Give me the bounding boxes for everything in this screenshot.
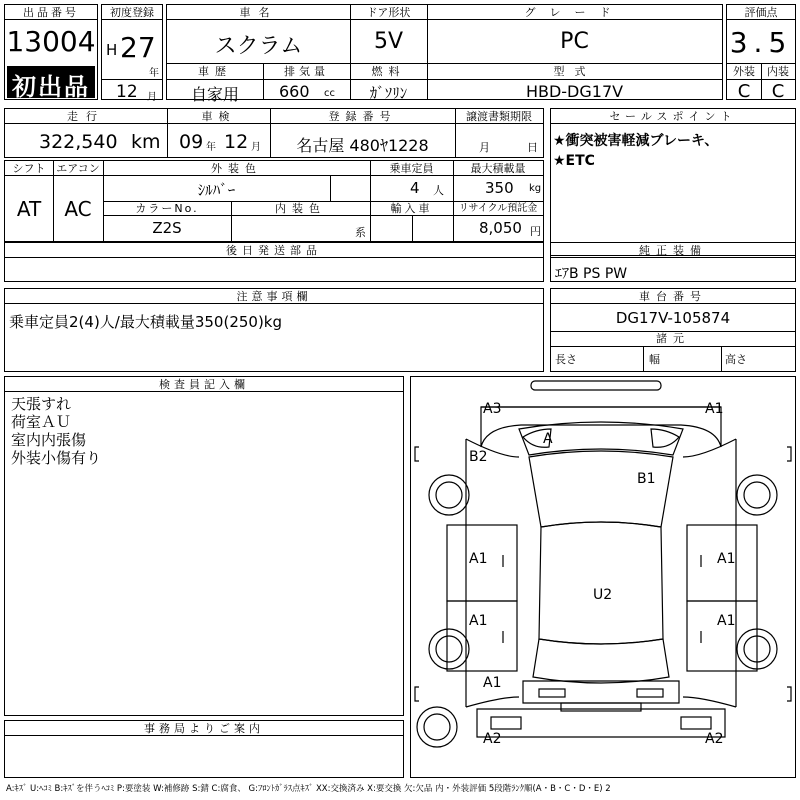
sales-points: ★衝突被害軽減ブレーキ、 ★ETC <box>553 133 719 169</box>
transfer-day-unit: 日 <box>527 141 538 154</box>
import-label: 輸入車 <box>390 202 433 215</box>
capacity: 4 <box>410 179 420 197</box>
length-label: 長さ <box>555 353 577 366</box>
car-history: 自家用 <box>190 85 239 104</box>
exterior-grade: C <box>737 81 751 102</box>
mark-a-windshield: A <box>543 431 553 447</box>
mark-a1-left-front-door: A1 <box>469 551 488 567</box>
rating-score: 3.5 <box>729 26 793 59</box>
rating-box <box>726 4 796 100</box>
recycle-label: リサイクル預託金 <box>458 203 538 214</box>
height-label: 高さ <box>725 353 747 366</box>
first-listing-text: 初出品 <box>12 73 90 101</box>
first-registration-label: 初度登録 <box>110 6 154 19</box>
max-load-label: 最大積載量 <box>470 162 526 175</box>
interior-color-unit: 系 <box>355 226 366 239</box>
sales-point-label: セールスポイント <box>609 110 737 123</box>
transfer-deadline-label: 譲渡書類期限 <box>466 110 532 123</box>
displacement-label: 排気量 <box>284 65 329 78</box>
grade: PC <box>560 29 589 54</box>
legend: A:ｷｽﾞ U:ﾍｺﾐ B:ｷｽﾞを伴うﾍｺﾐ P:要塗装 W:補修跡 S:錆 C:腐食、 G:ﾌﾛﾝﾄｶﾞﾗｽ点ｷｽﾞ XX:交換済み X:要交換 欠:欠品 内・外装評価 5段階ﾗﾝｸ順(A・B・C・D・E) 2 <box>6 784 611 794</box>
mark-a1-right-rear-door: A1 <box>717 613 736 629</box>
notes-text: 乗車定員2(4)人/最大積載量350(250)kg <box>9 313 283 331</box>
sales-point-box <box>550 108 796 256</box>
vehicle-outline <box>411 377 795 777</box>
mark-a1-left-rear-door: A1 <box>469 613 488 629</box>
inspector-box <box>4 376 404 716</box>
mileage-unit: km <box>131 131 161 153</box>
interior-grade: C <box>771 81 785 102</box>
inspector-notes: 天張すれ 荷室ＡＵ 室内内張傷 外装小傷有り <box>11 395 102 467</box>
recycle-deposit: 8,050 <box>479 219 522 237</box>
lot-number-label: 出品番号 <box>23 6 79 19</box>
door-type: 5V <box>373 29 404 54</box>
transfer-month-unit: 月 <box>479 141 490 154</box>
model-code: HBD-DG17V <box>525 82 624 101</box>
ac: AC <box>64 197 92 221</box>
ac-label: エアコン <box>56 162 100 175</box>
mark-b2: B2 <box>469 449 488 465</box>
exterior-color: ｼﾙﾊﾞｰ <box>197 181 236 199</box>
chassis-label: 車台番号 <box>639 290 707 303</box>
mark-b1: B1 <box>637 471 656 487</box>
car-name-label: 車名 <box>239 6 278 19</box>
mark-a1-right-front-door: A1 <box>717 551 736 567</box>
inspection-month: 12 <box>224 131 249 153</box>
chassis-box <box>550 288 796 372</box>
door-label: ドア形状 <box>366 6 411 19</box>
equipment-box <box>550 242 796 282</box>
inspection-month-unit: 月 <box>251 142 261 153</box>
inspector-label: 検査員記入欄 <box>159 378 249 391</box>
specs-box <box>4 160 544 242</box>
displacement: 660 <box>279 82 310 101</box>
registration-year: 27 <box>120 31 156 64</box>
office-label: 事務局よりご案内 <box>144 722 264 735</box>
later-parts-box <box>4 242 544 282</box>
mark-u2: U2 <box>593 587 613 603</box>
recycle-unit: 円 <box>530 225 541 238</box>
color-no: Z2S <box>152 219 182 237</box>
plate-label: 登録番号 <box>328 110 397 123</box>
fuel-label: 燃料 <box>371 65 406 78</box>
chassis-number: DG17V-105874 <box>615 309 731 327</box>
interior-color-label: 内装色 <box>275 202 326 215</box>
fuel: ｶﾞｿﾘﾝ <box>369 84 408 102</box>
lot-number-box <box>4 4 98 100</box>
model-label: 型式 <box>553 65 596 78</box>
exterior-label: 外装 <box>733 65 755 78</box>
later-parts-label: 後日発送部品 <box>226 244 322 257</box>
inspection-year: 09 <box>179 131 204 153</box>
shift: AT <box>16 197 42 221</box>
registration-month: 12 <box>116 82 138 102</box>
mileage-plate-box <box>4 108 544 158</box>
mileage: 322,540 <box>39 131 118 153</box>
equipment: ｴｱB PS PW <box>555 266 628 282</box>
mark-a3: A3 <box>483 401 502 417</box>
max-load-unit: kg <box>529 183 542 194</box>
max-load: 350 <box>485 179 514 197</box>
capacity-unit: 人 <box>433 184 444 197</box>
color-no-label: カラーNo. <box>135 202 199 215</box>
dims-label: 諸元 <box>656 332 690 345</box>
first-registration-box <box>101 4 163 103</box>
notes-label: 注意事項欄 <box>236 290 312 303</box>
year-unit: 年 <box>149 68 159 79</box>
lot-number: 13004 <box>6 25 96 58</box>
mark-a2-rear-right: A2 <box>705 731 724 747</box>
month-unit: 月 <box>147 92 157 103</box>
rating-label: 評価点 <box>744 6 778 19</box>
inspection-label: 車検 <box>201 110 236 123</box>
capacity-label: 乗車定員 <box>389 162 434 175</box>
displacement-unit: cc <box>324 88 335 99</box>
mark-a2-rear-left: A2 <box>483 731 502 747</box>
shift-label: シフト <box>12 162 46 175</box>
era: H <box>106 41 118 59</box>
width-label: 幅 <box>649 353 660 366</box>
grade-label: グレード <box>524 6 625 19</box>
exterior-color-label: 外装色 <box>211 162 262 175</box>
plate-number: 名古屋 480ﾔ1228 <box>296 136 429 155</box>
main-header-box <box>166 4 723 104</box>
mark-a1-rear-left: A1 <box>483 675 502 691</box>
damage-diagram <box>410 376 796 778</box>
notes-box <box>4 288 544 372</box>
car-name: スクラム <box>214 34 303 59</box>
equipment-label: 純正装備 <box>639 244 707 257</box>
inspection-year-unit: 年 <box>206 142 216 153</box>
interior-label: 内装 <box>767 65 789 78</box>
history-label: 車歴 <box>198 65 232 78</box>
office-box <box>4 720 404 778</box>
mileage-label: 走行 <box>67 110 105 123</box>
mark-a1-front-right: A1 <box>705 401 724 417</box>
